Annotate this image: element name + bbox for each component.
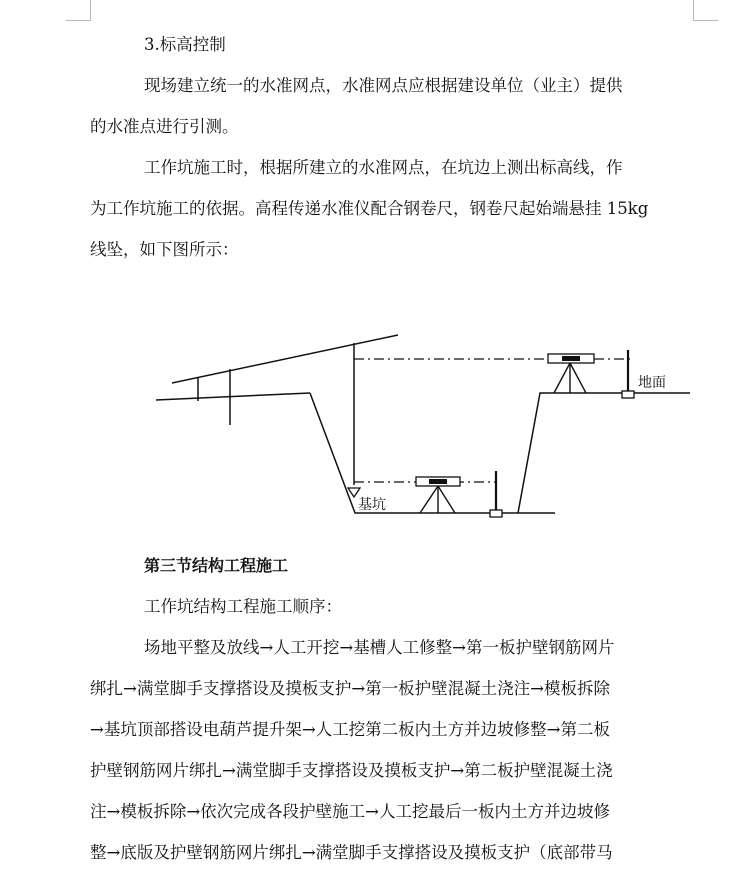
left-ground-line: [156, 393, 310, 400]
para3-line-1: 工作坑结构工程施工顺序：: [144, 597, 342, 616]
para4-line-1: 场地平整及放线→人工开挖→基槽人工修整→第一板护壁钢筋网片: [144, 638, 615, 657]
paragraph-sequence-steps: [90, 627, 690, 873]
para1-line-2: 的水准点进行引测。: [90, 117, 239, 136]
para2-line-1: 工作坑施工时，根据所建立的水准网点，在坑边上测出标高线，作: [144, 158, 623, 177]
corner-mark-left-horizontal: [66, 20, 91, 21]
section-heading: [90, 24, 690, 65]
upper-benchmark-block: [622, 391, 634, 398]
elevation-transfer-diagram: [150, 325, 710, 535]
pit-right-wall-and-ground: [518, 393, 690, 513]
ground-label: 地面: [638, 375, 666, 391]
section-heading-text: 3.标高控制: [144, 35, 226, 54]
upper-level-instrument: [548, 354, 594, 393]
corner-mark-left-vertical: [90, 0, 91, 20]
paragraph-sequence-intro: [90, 586, 690, 627]
para4-line-5: 注→模板拆除→依次完成各段护壁施工→人工挖最后一板内土方并边坡修: [90, 802, 610, 821]
lower-level-instrument: [416, 477, 460, 513]
sloped-reference-line: [172, 335, 398, 383]
chapter-heading-text: 第三节结构工程施工: [144, 556, 289, 575]
para4-line-6: 整→底版及护壁钢筋网片绑扎→满堂脚手支撑搭设及摸板支护（底部带马: [90, 843, 613, 862]
para2-line-2: 为工作坑施工的依据。高程传递水准仪配合钢卷尺，钢卷尺起始端悬挂 15kg: [90, 199, 649, 218]
pit-label: 基坑: [358, 497, 386, 513]
plumb-bob-weight: [348, 488, 360, 497]
lower-benchmark-block: [490, 510, 502, 517]
paragraph-elevation-transfer: [90, 147, 690, 270]
paragraph-benchmark: [90, 65, 690, 147]
para4-line-2: 绑扎→满堂脚手支撑搭设及摸板支护→第一板护壁混凝土浇注→模板拆除: [90, 679, 610, 698]
para1-line-1: 现场建立统一的水准网点，水准网点应根据建设单位（业主）提供: [144, 76, 623, 95]
chapter-heading: [90, 545, 690, 586]
corner-mark-right-horizontal: [693, 20, 718, 21]
para4-line-3: →基坑顶部搭设电葫芦提升架→人工挖第二板内土方并边坡修整→第二板: [90, 720, 610, 739]
corner-mark-right-vertical: [693, 0, 694, 20]
para4-line-4: 护壁钢筋网片绑扎→满堂脚手支撑搭设及摸板支护→第二板护壁混凝土浇: [90, 761, 613, 780]
para2-line-3: 线坠，如下图所示：: [90, 240, 239, 259]
